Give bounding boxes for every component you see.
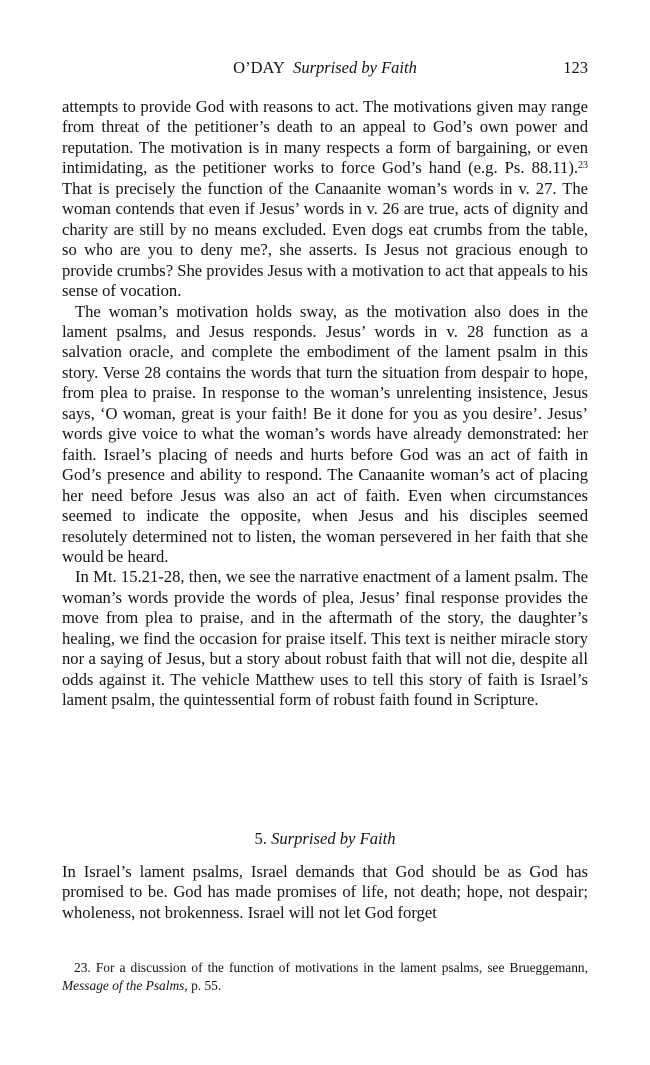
running-head-title: Surprised by Faith [293, 58, 417, 77]
footnote-number: 23. [74, 960, 91, 975]
paragraph-3: In Mt. 15.21-28, then, we see the narrative enactment of a lament psalm. The woman’s words provide the words of plea, Jesus’ final response provides the move from plea to praise, and in the aftermath of the story, the daughter’s healing, we find the occasion for praise itself. This text is neither miracle story nor a saying of Jesus, but a story about robust faith that will not die, despite all odds against it. The vehicle Matthew uses to tell this story of faith is Israel’s lament psalm, the quintessential form of robust faith found in Scripture. [62, 567, 588, 710]
section-paragraph: In Israel’s lament psalms, Israel demands that God should be as God has promised to be. God has made promises of life, not death; hope, not despair; wholeness, not brokenness. Israel will not let God forget [62, 862, 588, 922]
page-number: 123 [563, 58, 588, 77]
paragraph-1-part-a: attempts to provide God with reasons to act. The motivations given may range from threat of the petitioner’s death to an appeal to God’s own power and reputation. The motivation is in many respects a form of bargaining, or even intimidating, as the petitioner works to force God’s hand (e.g. Ps. 88.11). [62, 97, 588, 178]
section-number: 5. [254, 829, 267, 848]
footnote-text-b: , p. 55. [184, 978, 222, 993]
running-head-author: O’DAY [233, 58, 285, 77]
paragraph-1 [62, 97, 588, 302]
paragraph-2: The woman’s motivation holds sway, as the motivation also does in the lament psalms, and Jesus responds. Jesus’ words in v. 28 function as a salvation oracle, and complete the embodiment of the lament psalm in this story. Verse 28 contains the words that turn the situation from despair to hope, from plea to praise. In response to the woman’s unrelenting insistence, Jesus says, ‘O woman, great is your faith! Be it done for you as you desire’. Jesus’ words give voice to what the woman’s words have already demonstrated: her faith. Israel’s placing of needs and hurts before God was an act of faith in God’s presence and ability to respond. The Canaanite woman’s act of placing her need before Jesus was also an act of faith. Even when circumstances seemed to indicate the opposite, when Jesus and his disciples seemed resolutely determined not to listen, the woman persevered in her faith that she would be heard. [62, 301, 588, 566]
section-body [62, 862, 588, 923]
paragraph-1-part-b: That is precisely the function of the Canaanite woman’s words in v. 27. The woman contends that even if Jesus’ words in v. 26 are true, acts of dignity and charity are still by no means excluded. Even dogs eat crumbs from the table, so who are you to deny me?, she asserts. Is Jesus not gracious enough to provide crumbs? She provides Jesus with a motivation to act that appeals to his sense of vocation. [62, 178, 588, 301]
footnote-text-a: For a discussion of the function of motivations in the lament psalms, see Brueggemann, [95, 960, 588, 975]
footnote [62, 959, 588, 995]
footnote-cited-title: Message of the Psalms [62, 978, 185, 993]
section-heading [62, 829, 588, 849]
body-text [62, 97, 588, 711]
running-head [62, 58, 588, 82]
section-title: Surprised by Faith [271, 829, 396, 848]
footnote-reference[interactable]: 23 [578, 160, 588, 172]
running-title [62, 58, 588, 78]
